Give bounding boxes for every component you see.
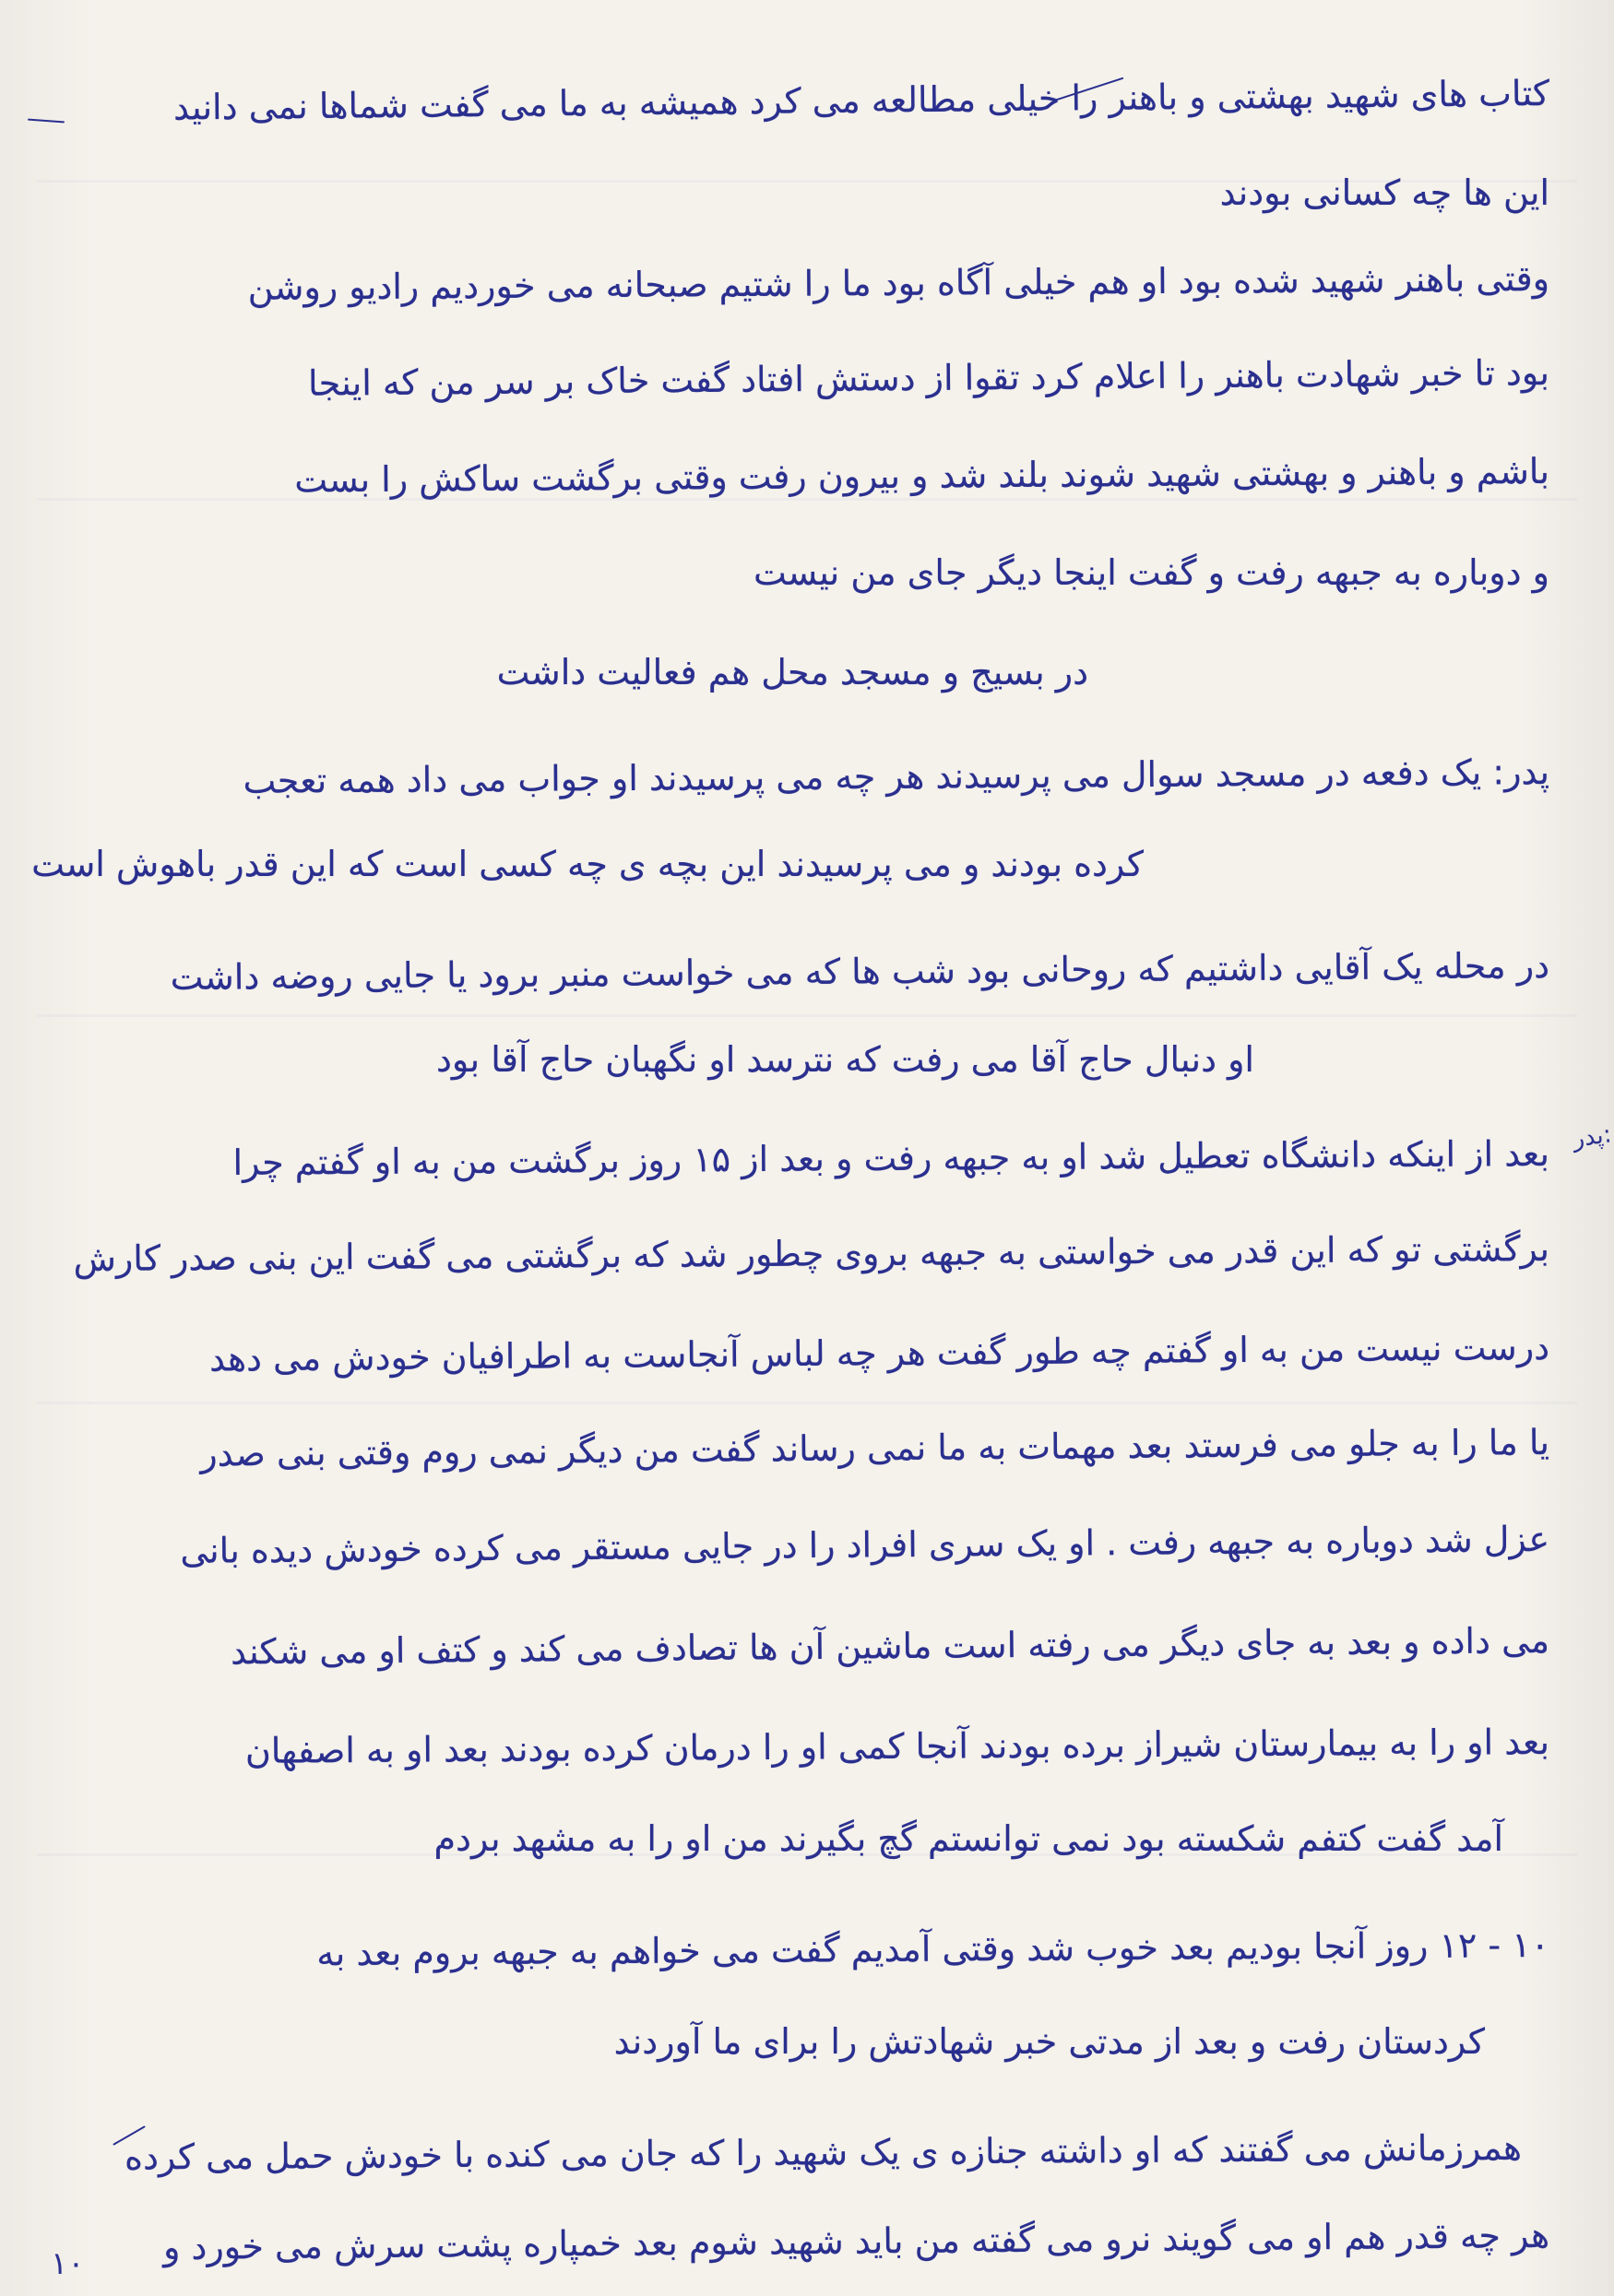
text-line: پدر: یک دفعه در مسجد سوال می پرسیدند هر چه می پرسیدند او جواب می داد همه تعجب — [243, 752, 1550, 801]
text-line: بعد از اینکه دانشگاه تعطیل شد او به جبهه رفت و بعد از ۱۵ روز برگشت من به او گفتم چرا — [232, 1133, 1550, 1183]
text-line: در محله یک آقایی داشتیم که روحانی بود شب ها که می خواست منبر برود یا جایی روضه داشت — [170, 945, 1550, 999]
text-line: بود تا خبر شهادت باهنر را اعلام کرد تقوا از دستش افتاد گفت خاک بر سر من که اینجا — [307, 352, 1550, 404]
text-line: ۱۰ - ۱۲ روز آنجا بودیم بعد خوب شد وقتی آمدیم گفت می خواهم به جبهه بروم بعد به — [316, 1924, 1550, 1974]
text-line: عزل شد دوباره به جبهه رفت . او یک سری افراد را در جایی مستقر می کرده خودش دیده بانی — [180, 1519, 1550, 1571]
text-line: آمد گفت کتفم شکسته بود نمی توانستم گچ بگیرند من او را به مشهد بردم — [433, 1818, 1503, 1859]
margin-note: پدر: — [1571, 1120, 1614, 1154]
text-line: کردستان رفت و بعد از مدتی خبر شهادتش را برای ما آوردند — [613, 2021, 1485, 2062]
text-line: هر چه قدر هم او می گویند نرو می گفته من باید شهید شوم بعد خمپاره پشت سرش می خورد و — [162, 2215, 1550, 2268]
text-line: برگشتی تو که این قدر می خواستی به جبهه بروی چطور شد که برگشتی می گفت این بنی صدر کارش — [73, 1228, 1550, 1280]
text-line: کتاب های شهید بهشتی و باهنر را خیلی مطالعه می کرد همیشه به ما می گفت شماها نمی دانید — [172, 73, 1550, 128]
text-line: باشم و باهنر و بهشتی شهید شوند بلند شد و بیرون رفت وقتی برگشت ساکش را بست — [294, 451, 1550, 501]
text-line: او دنبال حاج آقا می رفت که نترسد او نگهبان حاج آقا بود — [436, 1039, 1254, 1080]
text-line: یا ما را به جلو می فرستد بعد مهمات به ما نمی رساند گفت من دیگر نمی روم وقتی بنی صدر — [200, 1422, 1550, 1474]
text-line: وقتی باهنر شهید شده بود او هم خیلی آگاه بود ما را شتیم صبحانه می خوردیم رادیو روشن — [247, 258, 1550, 308]
text-line: و دوباره به جبهه رفت و گفت اینجا دیگر جای من نیست — [753, 552, 1549, 593]
handwritten-text-body — [28, 28, 1586, 2268]
text-line: می داده و بعد به جای دیگر می رفته است ماشین آن ها تصادف می کند و کتف او می شکند — [230, 1620, 1550, 1673]
text-line: همرزمانش می گفتند که او داشته جنازه ی یک شهید را که جان می کنده با خودش حمل می کرده — [124, 2127, 1523, 2178]
text-line: در بسیج و مسجد محل هم فعالیت داشت — [496, 652, 1088, 692]
page-number: ۱۰ — [51, 2245, 85, 2282]
text-line: این ها چه کسانی بودند — [1219, 172, 1549, 213]
text-line: درست نیست من به او گفتم چه طور گفت هر چه لباس آنجاست به اطرافیان خودش می دهد — [208, 1327, 1550, 1379]
text-line: بعد او را به بیمارستان شیراز برده بودند آنجا کمی او را درمان کرده بودند بعد او به اصفهان — [244, 1722, 1550, 1771]
text-line: کرده بودند و می پرسیدند این بچه ی چه کسی است که این قدر باهوش است — [31, 844, 1144, 884]
